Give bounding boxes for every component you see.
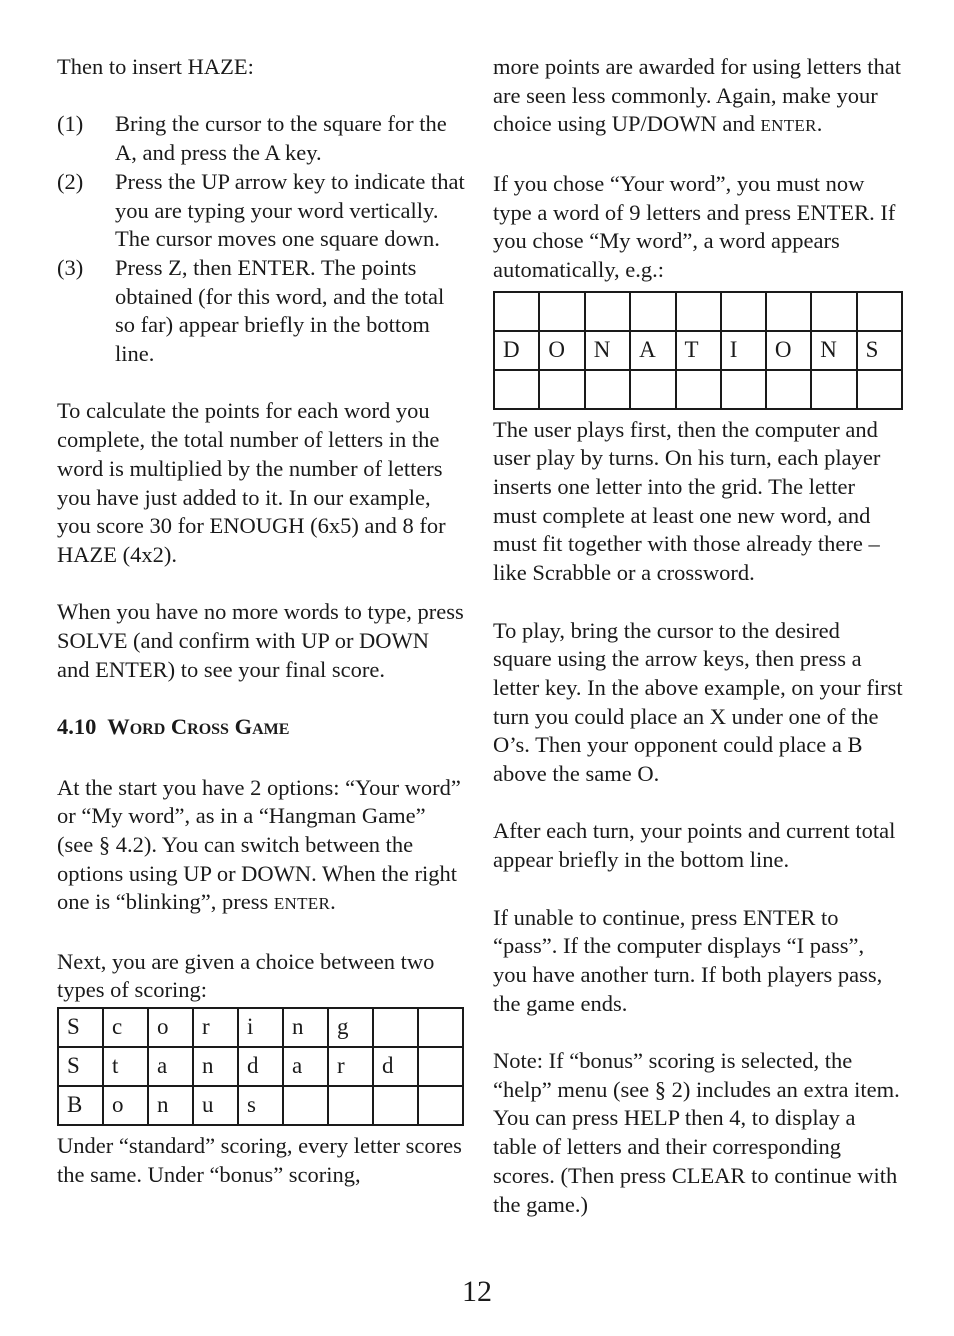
grid-cell: t <box>103 1047 148 1086</box>
grid-cell: n <box>148 1086 193 1125</box>
grid-cell <box>585 292 630 331</box>
bonus-text: more points are awarded for using letters that are seen less commonly. Again, make your choice using UP/DOWN and <box>493 54 901 137</box>
grid-cell <box>766 292 811 331</box>
points-paragraph: To calculate the points for each word you complete, the total number of letters in the word is multiplied by the number of letters you have just added to it. In our example, you score 30 for ENOUGH (6x5) and 8 for HAZE (4x2). <box>57 398 446 567</box>
grid-cell: a <box>148 1047 193 1086</box>
grid-cell: n <box>283 1008 328 1047</box>
after-turn-paragraph: After each turn, your points and current total appear briefly in the bottom line. <box>493 818 896 873</box>
grid-cell: O <box>766 331 811 370</box>
step-1 <box>57 110 467 167</box>
grid-cell: o <box>103 1086 148 1125</box>
pass-paragraph: If unable to continue, press ENTER to “pass”. If the computer displays “I pass”, you have another turn. If both players pass, the game ends. <box>493 904 883 1016</box>
step-text: Bring the cursor to the square for the A, and press the A key. <box>115 111 447 166</box>
solve-paragraph: When you have no more words to type, press SOLVE (and confirm with UP or DOWN and ENTER) to see your final score. <box>57 599 464 682</box>
section-title: WORD CROSS GAME <box>107 714 290 740</box>
grid-cell <box>585 370 630 409</box>
enter-key-label: ENTER <box>273 894 331 914</box>
grid-cell <box>539 292 584 331</box>
grid-cell: r <box>193 1008 238 1047</box>
step-text: Press Z, then ENTER. The points obtained (for this word, and the total so far) appear briefly in the bottom line. <box>115 254 445 367</box>
grid-cell <box>857 292 902 331</box>
word-grid <box>493 291 903 410</box>
play-paragraph: To play, bring the cursor to the desired square using the arrow keys, then press a letter key. In the above example, on your first turn you could place an X under one of the O’s. Then your opponent could place a B above the same O. <box>493 617 903 787</box>
bonus-end: . <box>816 111 823 137</box>
grid-cell: I <box>721 331 766 370</box>
scoring-row <box>58 1086 463 1125</box>
grid-cell <box>630 292 675 331</box>
word-row <box>494 370 902 409</box>
section-heading <box>57 713 467 745</box>
options-text: At the start you have 2 options: “Your word” or “My word”, as in a “Hangman Game” (see § 4.2). You can switch between the options using UP or DOWN. When the right one is “blinking”, press <box>57 774 461 915</box>
step-number: (3) <box>57 254 84 280</box>
scoring-intro: Next, you are given a choice between two types of scoring: <box>57 948 435 1003</box>
grid-cell <box>494 292 539 331</box>
step-number: (1) <box>57 111 84 137</box>
word-row <box>494 292 902 331</box>
grid-cell: r <box>328 1047 373 1086</box>
grid-cell <box>328 1086 373 1125</box>
grid-cell: d <box>238 1047 283 1086</box>
bonus-paragraph <box>493 53 903 141</box>
grid-cell <box>630 370 675 409</box>
grid-cell <box>539 370 584 409</box>
grid-cell <box>418 1086 463 1125</box>
grid-cell <box>676 370 721 409</box>
grid-cell: a <box>283 1047 328 1086</box>
options-paragraph <box>57 774 467 920</box>
grid-cell: s <box>238 1086 283 1125</box>
grid-cell: S <box>58 1008 103 1047</box>
grid-cell: S <box>857 331 902 370</box>
grid-cell: O <box>539 331 584 370</box>
turns-paragraph: The user plays first, then the computer and user play by turns. On his turn, each player inserts one letter into the grid. The letter must complete at least one new word, and must fit together with those already there – like Scrabble or a crossword. <box>493 416 881 586</box>
grid-cell: S <box>58 1047 103 1086</box>
grid-cell: N <box>585 331 630 370</box>
grid-cell <box>418 1008 463 1047</box>
grid-cell: o <box>148 1008 193 1047</box>
grid-cell: c <box>103 1008 148 1047</box>
grid-cell <box>857 370 902 409</box>
step-3 <box>57 254 467 369</box>
grid-cell <box>373 1008 418 1047</box>
intro-text: Then to insert HAZE: <box>57 54 254 79</box>
standard-paragraph: Under “standard” scoring, every letter scores the same. Under “bonus” scoring, <box>57 1133 462 1187</box>
grid-cell: T <box>676 331 721 370</box>
right-column <box>493 53 903 1219</box>
scoring-row <box>58 1047 463 1086</box>
grid-cell <box>811 370 856 409</box>
scoring-row <box>58 1008 463 1047</box>
grid-cell <box>676 292 721 331</box>
step-2 <box>57 168 467 254</box>
grid-cell: D <box>494 331 539 370</box>
grid-cell <box>283 1086 328 1125</box>
page-number: 12 <box>462 1275 492 1308</box>
left-column <box>57 53 467 1190</box>
step-number: (2) <box>57 168 84 194</box>
yourword-paragraph: If you chose “Your word”, you must now type a word of 9 letters and press ENTER. If you chose “My word”, a word appears automatically, e.g.: <box>493 170 896 282</box>
grid-cell <box>721 292 766 331</box>
options-end: . <box>330 889 336 915</box>
scoring-grid <box>57 1007 464 1126</box>
enter-key-label: ENTER <box>760 116 817 136</box>
step-text: Press the UP arrow key to indicate that you are typing your word vertically. The cursor moves one square down. <box>115 168 465 252</box>
grid-cell: N <box>811 331 856 370</box>
grid-cell <box>811 292 856 331</box>
section-number: 4.10 <box>57 714 97 740</box>
grid-cell <box>494 370 539 409</box>
grid-cell <box>373 1086 418 1125</box>
grid-cell: d <box>373 1047 418 1086</box>
word-row <box>494 331 902 370</box>
note-paragraph: Note: If “bonus” scoring is selected, the “help” menu (see § 2) includes an extra item. You can press HELP then 4, to display a table of letters and their corresponding scores. (Then press CLEAR to continue with the game.) <box>493 1048 900 1217</box>
grid-cell: g <box>328 1008 373 1047</box>
grid-cell: B <box>58 1086 103 1125</box>
grid-cell <box>721 370 766 409</box>
grid-cell <box>418 1047 463 1086</box>
grid-cell: A <box>630 331 675 370</box>
grid-cell: n <box>193 1047 238 1086</box>
grid-cell <box>766 370 811 409</box>
grid-cell: i <box>238 1008 283 1047</box>
grid-cell: u <box>193 1086 238 1125</box>
